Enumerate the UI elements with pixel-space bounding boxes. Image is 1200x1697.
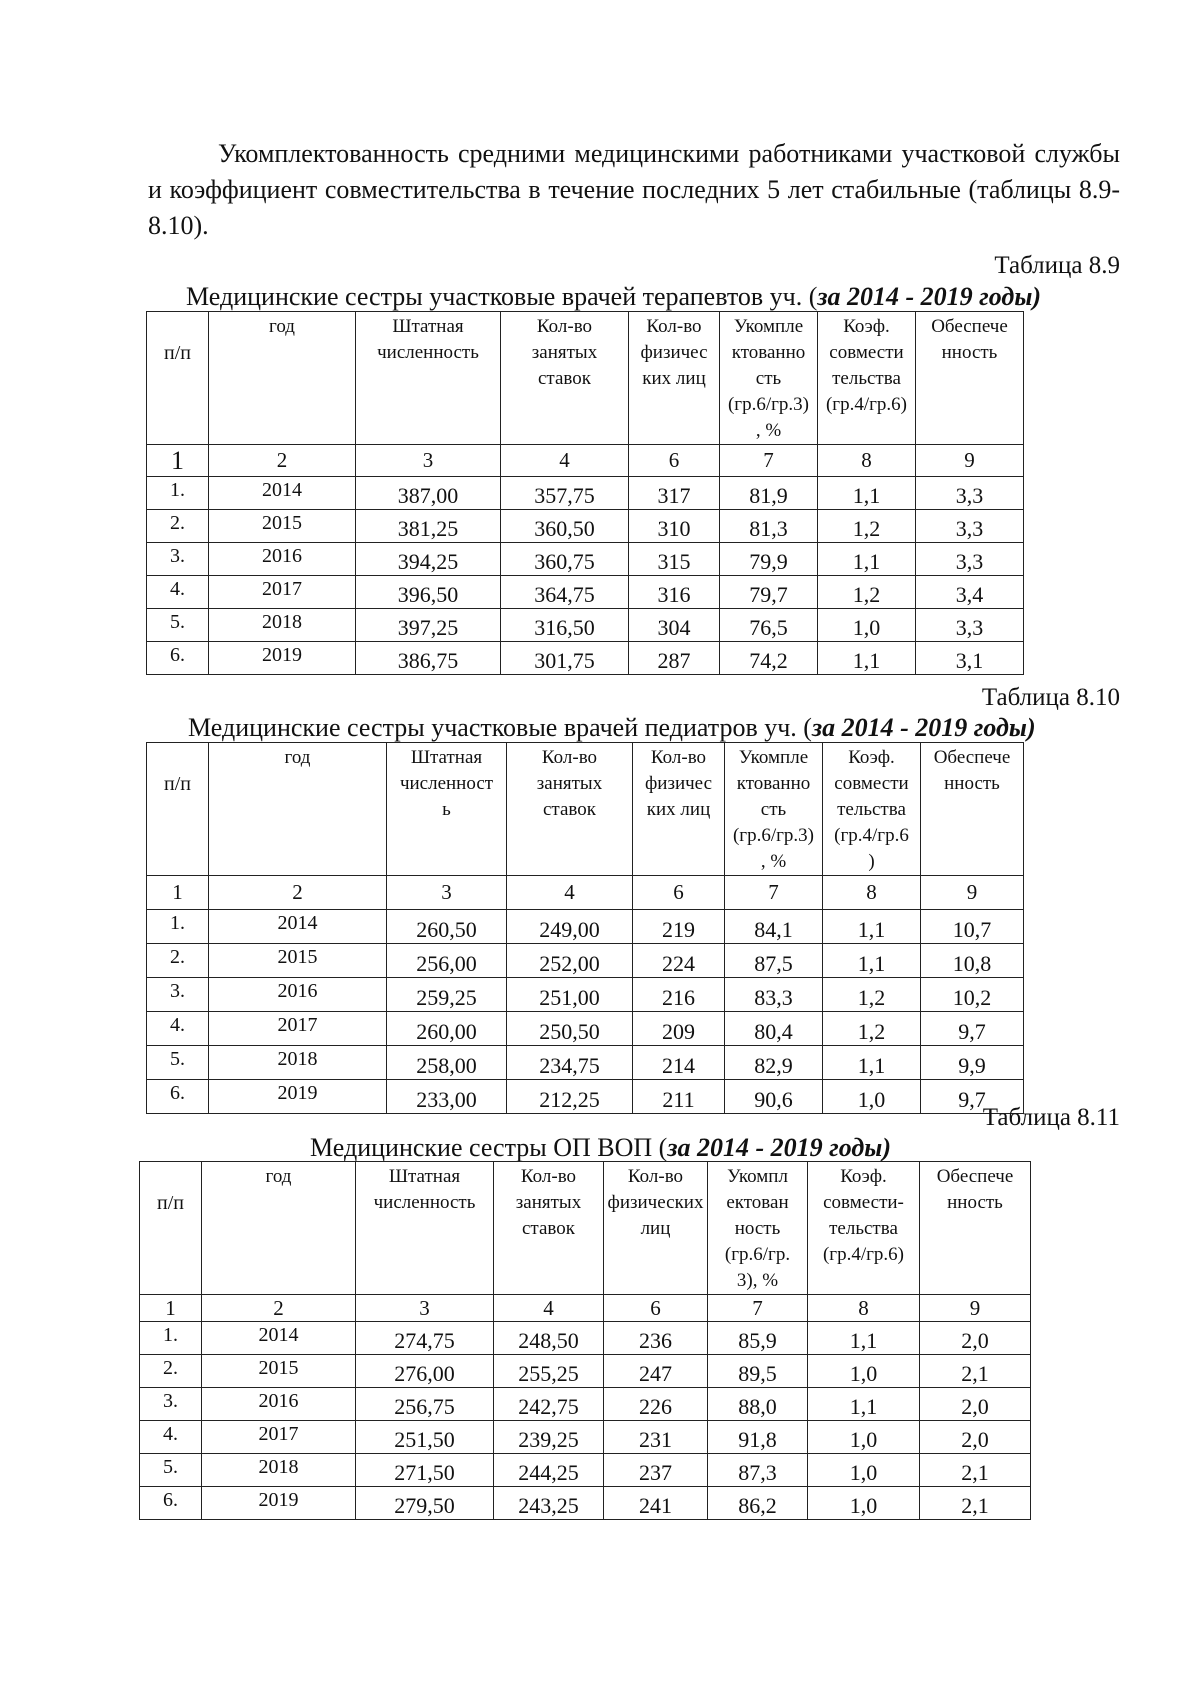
- table-cell: 211: [633, 1080, 725, 1114]
- table-cell: 242,75: [494, 1388, 604, 1421]
- header-line: , %: [760, 851, 787, 872]
- table-cell: 387,00: [356, 477, 501, 510]
- table-cell: 87,5: [725, 944, 823, 978]
- header-line: тельства: [832, 368, 901, 389]
- table-cell: 1,2: [823, 978, 921, 1012]
- table-cell: 216: [633, 978, 725, 1012]
- table-cell: 5.: [147, 609, 209, 642]
- table-cell: 243,25: [494, 1487, 604, 1520]
- table-cell: 2016: [209, 978, 387, 1012]
- table-cell: 315: [629, 543, 720, 576]
- table-cell: 1,1: [818, 642, 916, 675]
- table-cell: 2019: [209, 1080, 387, 1114]
- table-2: [146, 742, 1024, 1114]
- table-3-header-cell: [494, 1162, 604, 1295]
- header-line: , %: [755, 420, 782, 441]
- table-cell: 304: [629, 609, 720, 642]
- table-cell: 2018: [209, 609, 356, 642]
- column-number-cell: 3: [356, 1295, 494, 1322]
- table-cell: 81,9: [720, 477, 818, 510]
- table-cell: 2017: [209, 576, 356, 609]
- table-row: [140, 1355, 1031, 1388]
- header-line: ь: [442, 799, 451, 820]
- column-number-cell: 9: [921, 876, 1024, 910]
- header-line: (гр.6/гр.3): [732, 825, 815, 846]
- table-cell: 386,75: [356, 642, 501, 675]
- column-number-cell: 8: [823, 876, 921, 910]
- table-row: [147, 609, 1024, 642]
- table-row: [147, 576, 1024, 609]
- table-cell: 317: [629, 477, 720, 510]
- table-cell: 1,1: [808, 1388, 920, 1421]
- table-row: [147, 642, 1024, 675]
- table-cell: 301,75: [501, 642, 629, 675]
- header-line: нность: [947, 1192, 1003, 1213]
- table-cell: 2018: [202, 1454, 356, 1487]
- table-cell: 4.: [140, 1421, 202, 1454]
- header-line: ких лиц: [642, 368, 706, 389]
- table-cell: 1.: [140, 1322, 202, 1355]
- table-1-header-cell: [501, 312, 629, 445]
- table-cell: 9,9: [921, 1046, 1024, 1080]
- header-line: (гр.6/гр.3): [727, 394, 810, 415]
- table-cell: 279,50: [356, 1487, 494, 1520]
- column-number-cell: 2: [209, 445, 356, 477]
- header-line: занятых: [531, 342, 598, 363]
- header-line: физичес: [640, 342, 708, 363]
- table-cell: 381,25: [356, 510, 501, 543]
- header-line: (гр.4/гр.6: [834, 825, 909, 846]
- table-cell: 3,1: [916, 642, 1024, 675]
- column-number-cell: 3: [356, 445, 501, 477]
- table-cell: 2.: [140, 1355, 202, 1388]
- table-cell: 247: [604, 1355, 708, 1388]
- header-line: ектован: [726, 1192, 789, 1213]
- table-cell: 2016: [202, 1388, 356, 1421]
- table-3-title: Медицинские сестры ОП ВОП (за 2014 - 2019 годы): [310, 1133, 891, 1162]
- table-1-header-cell: [356, 312, 501, 445]
- table-cell: 86,2: [708, 1487, 808, 1520]
- table-cell: 3,3: [916, 477, 1024, 510]
- table-cell: 1,0: [808, 1454, 920, 1487]
- table-cell: 3.: [140, 1388, 202, 1421]
- table-3-label: Таблица 8.11: [982, 1104, 1120, 1131]
- header-line: сть: [755, 368, 782, 389]
- table-cell: 357,75: [501, 477, 629, 510]
- table-cell: 250,50: [507, 1012, 633, 1046]
- header-line: год: [284, 747, 311, 768]
- table-cell: 88,0: [708, 1388, 808, 1421]
- table-cell: 10,8: [921, 944, 1024, 978]
- table-cell: 258,00: [387, 1046, 507, 1080]
- column-number-cell: 2: [209, 876, 387, 910]
- table-2-header-cell: [147, 743, 209, 876]
- header-line: численность: [377, 342, 479, 363]
- table-cell: 316: [629, 576, 720, 609]
- table-cell: 2,1: [920, 1487, 1031, 1520]
- table-row: [147, 978, 1024, 1012]
- table-row: [147, 1046, 1024, 1080]
- table-cell: 256,00: [387, 944, 507, 978]
- column-number-cell: 6: [629, 445, 720, 477]
- header-line: п/п: [164, 773, 191, 795]
- column-number-cell: 9: [916, 445, 1024, 477]
- table-3: [139, 1161, 1031, 1520]
- header-line: Кол-во: [627, 1166, 684, 1187]
- header-line: занятых: [515, 1192, 582, 1213]
- column-number-cell: 8: [818, 445, 916, 477]
- header-line: совмести-: [823, 1192, 904, 1213]
- header-line: тельства: [837, 799, 906, 820]
- table-cell: 1,0: [808, 1487, 920, 1520]
- header-line: Кол-во: [541, 747, 598, 768]
- table-cell: 83,3: [725, 978, 823, 1012]
- table-cell: 3.: [147, 543, 209, 576]
- header-line: тельства: [829, 1218, 898, 1239]
- header-line: ): [868, 851, 875, 872]
- header-line: Обеспече: [931, 316, 1008, 337]
- table-cell: 91,8: [708, 1421, 808, 1454]
- header-line: Обеспече: [936, 1166, 1014, 1187]
- header-line: Кол-во: [536, 316, 593, 337]
- table-cell: 2018: [209, 1046, 387, 1080]
- table-cell: 5.: [140, 1454, 202, 1487]
- header-line: Кол-во: [520, 1166, 577, 1187]
- header-line: занятых: [536, 773, 603, 794]
- table-cell: 1,0: [818, 609, 916, 642]
- header-line: Штатная: [388, 1166, 461, 1187]
- table-3-header-cell: [356, 1162, 494, 1295]
- header-line: 3), %: [736, 1270, 779, 1291]
- table-cell: 259,25: [387, 978, 507, 1012]
- table-2-header-cell: [507, 743, 633, 876]
- table-cell: 87,3: [708, 1454, 808, 1487]
- table-2-column-number-row: [147, 876, 1024, 910]
- table-cell: 1,1: [808, 1322, 920, 1355]
- header-line: год: [265, 1166, 292, 1187]
- table-cell: 271,50: [356, 1454, 494, 1487]
- table-3-header-cell: [920, 1162, 1031, 1295]
- table-2-header-cell: [387, 743, 507, 876]
- table-cell: 234,75: [507, 1046, 633, 1080]
- table-1-header-row: [147, 312, 1024, 445]
- table-row: [140, 1454, 1031, 1487]
- header-line: ставок: [543, 799, 596, 820]
- header-line: ктованно: [731, 342, 806, 363]
- table-cell: 248,50: [494, 1322, 604, 1355]
- header-line: сть: [760, 799, 787, 820]
- header-line: численност: [399, 773, 494, 794]
- header-line: Кол-во: [646, 316, 702, 337]
- table-cell: 1,1: [823, 1046, 921, 1080]
- table-1: [146, 311, 1024, 675]
- table-cell: 212,25: [507, 1080, 633, 1114]
- header-line: физических: [607, 1192, 704, 1213]
- table-row: [147, 910, 1024, 944]
- table-cell: 239,25: [494, 1421, 604, 1454]
- table-row: [140, 1322, 1031, 1355]
- header-line: Коэф.: [848, 747, 895, 768]
- table-cell: 276,00: [356, 1355, 494, 1388]
- table-cell: 255,25: [494, 1355, 604, 1388]
- table-row: [140, 1421, 1031, 1454]
- table-2-title: Медицинские сестры участковые врачей педиатров уч. (за 2014 - 2019 годы): [188, 713, 1036, 742]
- table-cell: 3.: [147, 978, 209, 1012]
- table-cell: 396,50: [356, 576, 501, 609]
- table-cell: 2014: [209, 910, 387, 944]
- column-number-cell: 7: [708, 1295, 808, 1322]
- header-line: Обеспече: [933, 747, 1011, 768]
- column-number-cell: 4: [501, 445, 629, 477]
- header-line: Укомпл: [727, 1166, 788, 1187]
- column-number-cell: 2: [202, 1295, 356, 1322]
- column-number-cell: 1: [140, 1295, 202, 1322]
- table-cell: 2,1: [920, 1454, 1031, 1487]
- table-cell: 226: [604, 1388, 708, 1421]
- table-cell: 1,1: [818, 543, 916, 576]
- header-line: ких лиц: [646, 799, 711, 820]
- table-cell: 237: [604, 1454, 708, 1487]
- table-cell: 2019: [202, 1487, 356, 1520]
- table-cell: 89,5: [708, 1355, 808, 1388]
- table-cell: 214: [633, 1046, 725, 1080]
- table-cell: 3,4: [916, 576, 1024, 609]
- table-cell: 2015: [209, 944, 387, 978]
- table-1-header-cell: [629, 312, 720, 445]
- header-line: ктованно: [736, 773, 811, 794]
- table-cell: 2016: [209, 543, 356, 576]
- table-1-header-cell: [720, 312, 818, 445]
- column-number-cell: 8: [808, 1295, 920, 1322]
- table-row: [147, 1012, 1024, 1046]
- table-cell: 3,3: [916, 609, 1024, 642]
- header-line: Кол-во: [650, 747, 707, 768]
- table-1-title: Медицинские сестры участковые врачей терапевтов уч. (за 2014 - 2019 годы): [186, 282, 1042, 311]
- table-cell: 1.: [147, 910, 209, 944]
- table-cell: 1,0: [808, 1355, 920, 1388]
- table-cell: 79,7: [720, 576, 818, 609]
- header-line: совмести: [834, 773, 909, 794]
- column-number-cell: 6: [633, 876, 725, 910]
- table-cell: 1,0: [808, 1421, 920, 1454]
- table-cell: 1.: [147, 477, 209, 510]
- table-cell: 2017: [209, 1012, 387, 1046]
- table-2-label: Таблица 8.10: [981, 684, 1120, 711]
- header-line: п/п: [157, 1192, 184, 1214]
- table-cell: 1,1: [823, 910, 921, 944]
- table-row: [147, 510, 1024, 543]
- header-line: п/п: [164, 342, 191, 364]
- header-line: Укомпле: [733, 316, 804, 337]
- table-cell: 9,7: [921, 1080, 1024, 1114]
- header-line: нность: [941, 342, 998, 363]
- table-3-header-cell: [604, 1162, 708, 1295]
- table-cell: 2,0: [920, 1322, 1031, 1355]
- table-cell: 360,75: [501, 543, 629, 576]
- table-cell: 5.: [147, 1046, 209, 1080]
- table-row: [147, 543, 1024, 576]
- table-cell: 74,2: [720, 642, 818, 675]
- table-cell: 2,0: [920, 1388, 1031, 1421]
- table-2-header-cell: [209, 743, 387, 876]
- table-cell: 1,1: [818, 477, 916, 510]
- table-cell: 6.: [140, 1487, 202, 1520]
- header-line: ность: [734, 1218, 781, 1239]
- table-cell: 260,00: [387, 1012, 507, 1046]
- header-line: нность: [944, 773, 1000, 794]
- column-number-cell: 4: [507, 876, 633, 910]
- table-cell: 2,1: [920, 1355, 1031, 1388]
- table-cell: 219: [633, 910, 725, 944]
- table-cell: 316,50: [501, 609, 629, 642]
- table-2-header-row: [147, 743, 1024, 876]
- column-number-cell: 7: [720, 445, 818, 477]
- header-line: ставок: [522, 1218, 575, 1239]
- header-line: (гр.4/гр.6): [825, 394, 908, 415]
- table-cell: 76,5: [720, 609, 818, 642]
- table-1-header-cell: [147, 312, 209, 445]
- table-cell: 394,25: [356, 543, 501, 576]
- table-3-header-cell: [140, 1162, 202, 1295]
- header-line: ставок: [538, 368, 591, 389]
- table-cell: 85,9: [708, 1322, 808, 1355]
- table-cell: 6.: [147, 1080, 209, 1114]
- table-2-header-cell: [633, 743, 725, 876]
- table-cell: 6.: [147, 642, 209, 675]
- table-cell: 1,2: [818, 576, 916, 609]
- table-cell: 241: [604, 1487, 708, 1520]
- table-cell: 3,3: [916, 543, 1024, 576]
- header-line: Укомпле: [738, 747, 809, 768]
- header-line: физичес: [644, 773, 713, 794]
- column-number-cell: 6: [604, 1295, 708, 1322]
- column-number-cell: 1: [147, 876, 209, 910]
- table-cell: 2,0: [920, 1421, 1031, 1454]
- table-3-column-number-row: [140, 1295, 1031, 1322]
- table-cell: 244,25: [494, 1454, 604, 1487]
- table-cell: 209: [633, 1012, 725, 1046]
- table-cell: 79,9: [720, 543, 818, 576]
- table-cell: 10,7: [921, 910, 1024, 944]
- header-line: Штатная: [392, 316, 464, 337]
- table-1-column-number-row: [147, 445, 1024, 477]
- table-cell: 2015: [202, 1355, 356, 1388]
- table-cell: 260,50: [387, 910, 507, 944]
- table-3-header-row: [140, 1162, 1031, 1295]
- table-2-header-cell: [823, 743, 921, 876]
- table-row: [147, 477, 1024, 510]
- header-line: Коэф.: [843, 316, 890, 337]
- table-cell: 310: [629, 510, 720, 543]
- header-line: Коэф.: [840, 1166, 887, 1187]
- header-line: (гр.4/гр.6): [822, 1244, 905, 1265]
- table-cell: 274,75: [356, 1322, 494, 1355]
- table-cell: 233,00: [387, 1080, 507, 1114]
- table-row: [147, 944, 1024, 978]
- table-cell: 4.: [147, 1012, 209, 1046]
- table-cell: 256,75: [356, 1388, 494, 1421]
- table-cell: 1,0: [823, 1080, 921, 1114]
- table-cell: 251,00: [507, 978, 633, 1012]
- table-2-header-cell: [725, 743, 823, 876]
- header-line: год: [269, 316, 295, 337]
- table-cell: 397,25: [356, 609, 501, 642]
- table-cell: 360,50: [501, 510, 629, 543]
- table-cell: 3,3: [916, 510, 1024, 543]
- table-cell: 4.: [147, 576, 209, 609]
- column-number-cell: 4: [494, 1295, 604, 1322]
- table-1-header-cell: [916, 312, 1024, 445]
- table-1-header-cell: [818, 312, 916, 445]
- table-row: [147, 1080, 1024, 1114]
- table-2-header-cell: [921, 743, 1024, 876]
- table-cell: 251,50: [356, 1421, 494, 1454]
- table-cell: 224: [633, 944, 725, 978]
- table-cell: 82,9: [725, 1046, 823, 1080]
- table-cell: 2015: [209, 510, 356, 543]
- column-number-cell: 7: [725, 876, 823, 910]
- header-line: (гр.6/гр.: [724, 1244, 791, 1265]
- table-cell: 2.: [147, 510, 209, 543]
- table-cell: 84,1: [725, 910, 823, 944]
- table-1-label: Таблица 8.9: [994, 252, 1120, 279]
- table-3-header-cell: [808, 1162, 920, 1295]
- table-cell: 2014: [209, 477, 356, 510]
- table-cell: 249,00: [507, 910, 633, 944]
- table-cell: 81,3: [720, 510, 818, 543]
- table-cell: 364,75: [501, 576, 629, 609]
- table-cell: 9,7: [921, 1012, 1024, 1046]
- table-cell: 10,2: [921, 978, 1024, 1012]
- table-cell: 1,1: [823, 944, 921, 978]
- table-3-header-cell: [708, 1162, 808, 1295]
- column-number-cell: 9: [920, 1295, 1031, 1322]
- table-row: [140, 1388, 1031, 1421]
- table-cell: 2014: [202, 1322, 356, 1355]
- intro-paragraph: [148, 136, 1120, 244]
- table-cell: 90,6: [725, 1080, 823, 1114]
- table-cell: 80,4: [725, 1012, 823, 1046]
- table-cell: 2019: [209, 642, 356, 675]
- table-cell: 231: [604, 1421, 708, 1454]
- table-cell: 236: [604, 1322, 708, 1355]
- header-line: совмести: [829, 342, 904, 363]
- header-line: лиц: [640, 1218, 671, 1239]
- table-cell: 1,2: [823, 1012, 921, 1046]
- table-3-header-cell: [202, 1162, 356, 1295]
- table-cell: 2017: [202, 1421, 356, 1454]
- intro-text: Укомплектованность средними медицинскими работниками участковой службы и коэффициент совместительства в течение последних 5 лет стабильные (таблицы 8.9-8.10).: [148, 139, 1120, 240]
- column-number-cell: 3: [387, 876, 507, 910]
- table-cell: 252,00: [507, 944, 633, 978]
- table-cell: 287: [629, 642, 720, 675]
- header-line: Штатная: [410, 747, 483, 768]
- table-row: [140, 1487, 1031, 1520]
- column-number-cell: 1: [147, 445, 209, 477]
- header-line: численность: [373, 1192, 476, 1213]
- table-cell: 1,2: [818, 510, 916, 543]
- table-1-header-cell: [209, 312, 356, 445]
- table-cell: 2.: [147, 944, 209, 978]
